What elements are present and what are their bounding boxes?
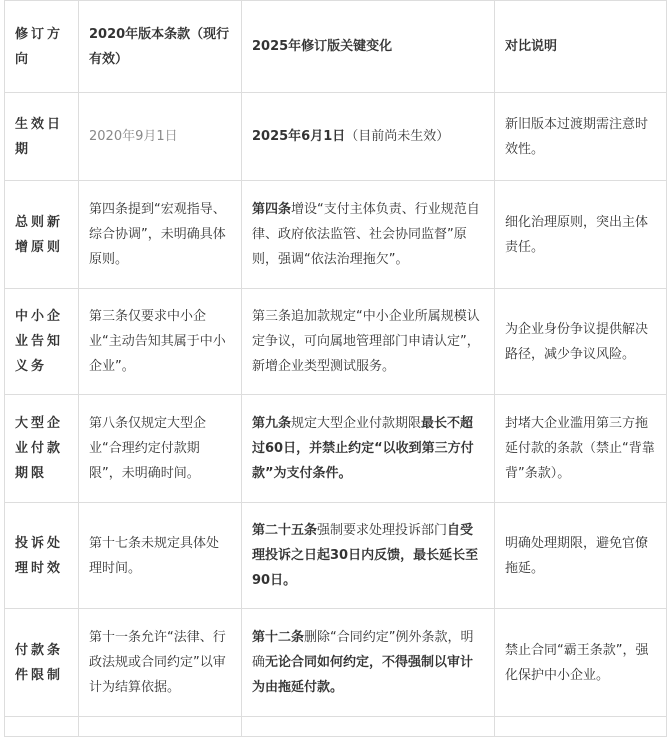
header-new-version: 2025年修订版关键变化	[242, 1, 495, 93]
row-old-clause: 第三条仅要求中小企业“主动告知其属于中小企业”。	[79, 289, 242, 395]
row-new-text: （目前尚未生效）	[345, 129, 450, 144]
row-new-bold-2: 自受理投诉之日起30日内反馈，最长延长至90日。	[252, 523, 479, 588]
row-old-clause: 第四条提到“宏观指导、综合协调”，未明确具体原则。	[79, 181, 242, 289]
row-old-clause: 第十一条允许“法律、行政法规或合同约定”以审计为结算依据。	[79, 609, 242, 717]
row-note: 明确处理期限，避免官僚拖延。	[495, 503, 667, 609]
row-old-clause: 第八条仅规定大型企业“合理约定付款期限”，未明确时间。	[79, 395, 242, 503]
header-row	[5, 1, 667, 93]
row-topic: 投诉处理时效	[5, 503, 79, 609]
row-note: 细化治理原则，突出主体责任。	[495, 181, 667, 289]
header-topic: 修订方向	[5, 1, 79, 93]
row-topic: 生效日期	[5, 93, 79, 181]
comparison-table	[4, 0, 667, 737]
row-new-bold-2: 最长不超过60日，并禁止约定“以收到第三方付款”为支付条件。	[252, 416, 474, 481]
row-old-clause: 2020年9月1日	[79, 93, 242, 181]
table-row	[5, 609, 667, 717]
table-row-partial	[5, 717, 667, 737]
row-new-bold: 第二十五条	[252, 523, 318, 538]
row-new-clause	[242, 503, 495, 609]
row-new-clause	[242, 181, 495, 289]
table-row	[5, 181, 667, 289]
table-row	[5, 503, 667, 609]
row-old-clause: 第十七条未规定具体处理时间。	[79, 503, 242, 609]
table-row	[5, 289, 667, 395]
row-new-clause	[242, 395, 495, 503]
row-new-bold: 第九条	[252, 416, 292, 431]
row-note: 禁止合同“霸王条款”，强化保护中小企业。	[495, 609, 667, 717]
row-new-text: 规定大型企业付款期限	[291, 416, 422, 431]
row-new-bold: 第四条	[252, 202, 292, 217]
row-new-text: 增设“支付主体负责、行业规范自律、政府依法监管、社会协同监督”原则，强调“依法治理拖欠”。	[252, 202, 480, 267]
row-new-clause	[242, 93, 495, 181]
empty-cell	[5, 717, 79, 737]
row-new-clause: 第三条追加款规定“中小企业所属规模认定争议，可向属地管理部门申请认定”，新增企业类型测试服务。	[242, 289, 495, 395]
empty-cell	[79, 717, 242, 737]
empty-cell	[495, 717, 667, 737]
row-topic: 付款条件限制	[5, 609, 79, 717]
row-note: 封堵大企业滥用第三方拖延付款的条款（禁止“背靠背”条款）。	[495, 395, 667, 503]
row-new-clause	[242, 609, 495, 717]
row-new-bold-2: 无论合同如何约定，不得强制以审计为由拖延付款。	[252, 655, 474, 695]
table-row	[5, 395, 667, 503]
row-topic: 中小企业告知义务	[5, 289, 79, 395]
row-topic: 总则新增原则	[5, 181, 79, 289]
row-new-bold: 第十二条	[252, 630, 305, 645]
row-note: 新旧版本过渡期需注意时效性。	[495, 93, 667, 181]
header-old-version: 2020年版本条款（现行有效）	[79, 1, 242, 93]
empty-cell	[242, 717, 495, 737]
row-new-bold: 2025年6月1日	[252, 129, 346, 144]
table-row	[5, 93, 667, 181]
row-note: 为企业身份争议提供解决路径，减少争议风险。	[495, 289, 667, 395]
row-new-text: 删除“合同约定”例外条款，明确	[252, 630, 474, 670]
row-new-text: 强制要求处理投诉部门	[317, 523, 448, 538]
row-topic: 大型企业付款期限	[5, 395, 79, 503]
header-comparison: 对比说明	[495, 1, 667, 93]
